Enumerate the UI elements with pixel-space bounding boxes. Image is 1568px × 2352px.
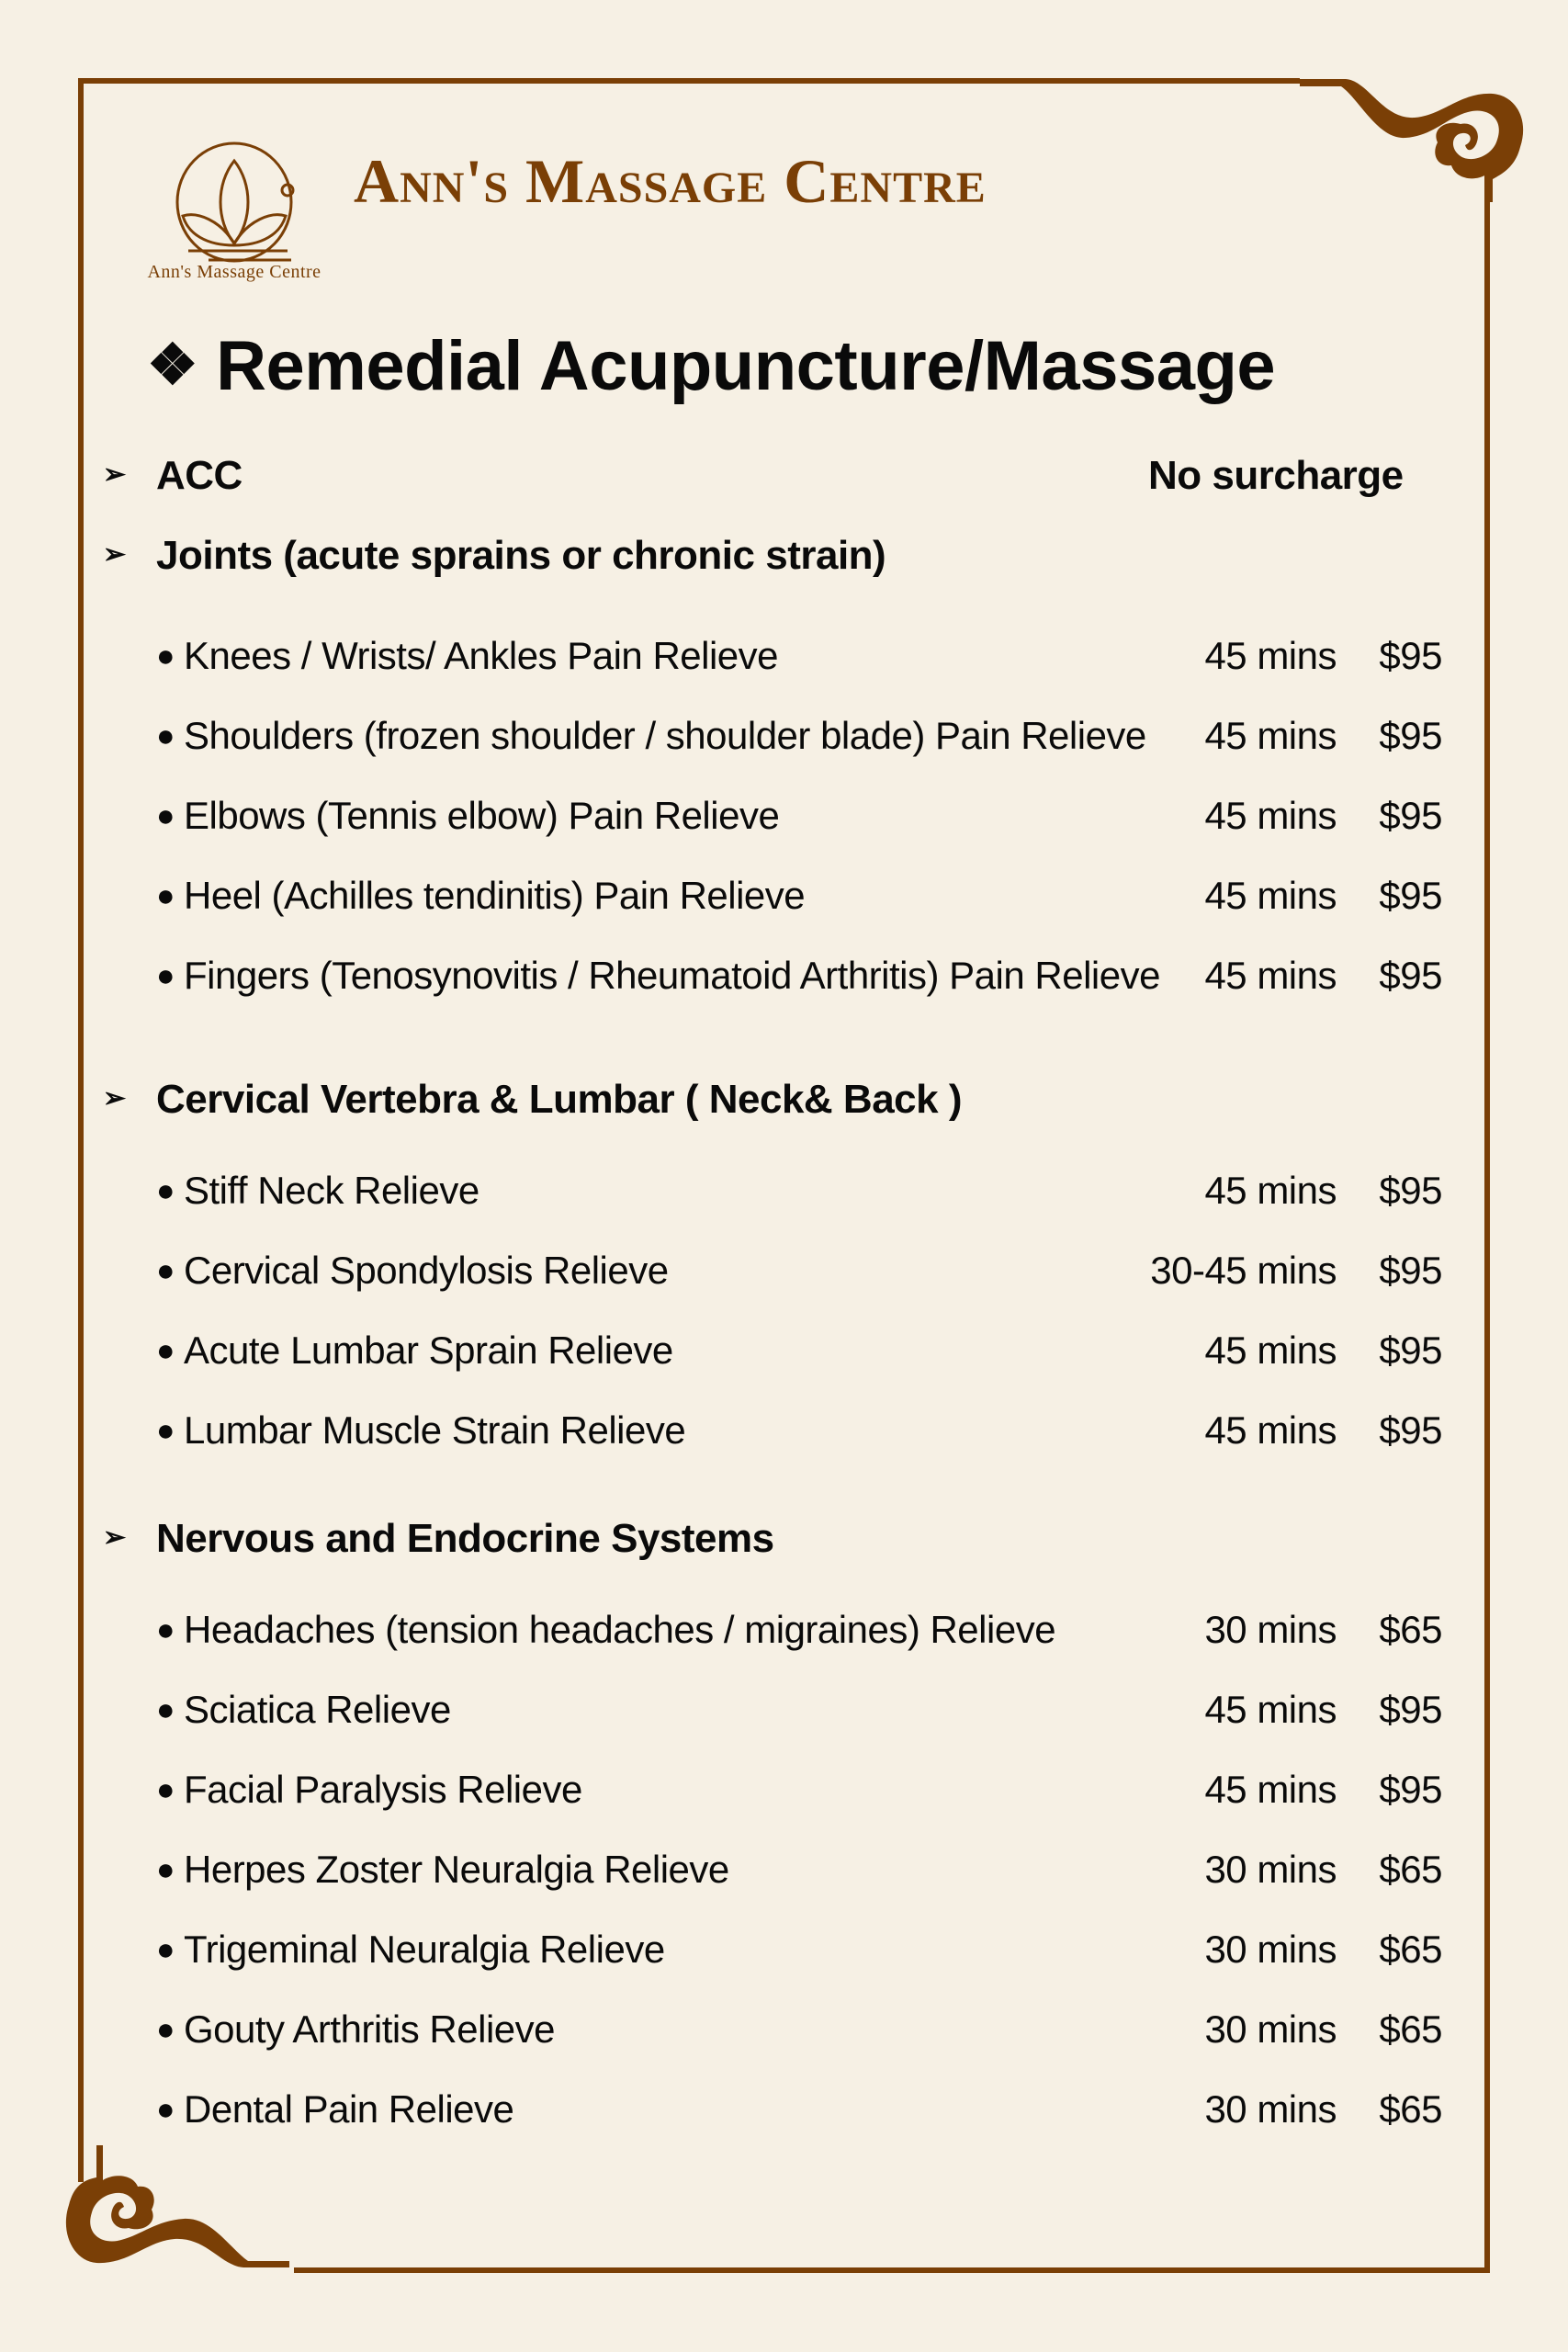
service-price: $65	[1379, 2087, 1442, 2131]
service-duration: 45 mins	[1204, 794, 1337, 837]
frame-top-border	[78, 78, 1300, 84]
arrow-bullet-icon: ➢	[103, 1522, 126, 1553]
acc-surcharge-note: No surcharge	[1148, 453, 1404, 498]
frame-left-border	[78, 78, 84, 2182]
list-item	[156, 1169, 1442, 1218]
service-price: $95	[1379, 1768, 1442, 1811]
list-item	[156, 1928, 1442, 1977]
service-price: $65	[1379, 2007, 1442, 2051]
service-duration: 45 mins	[1204, 1408, 1337, 1452]
bullet-icon: ●	[156, 1173, 175, 1208]
service-name: Dental Pain Relieve	[184, 2087, 514, 2131]
bullet-icon: ●	[156, 639, 175, 673]
service-price: $95	[1379, 874, 1442, 917]
service-name: Shoulders (frozen shoulder / shoulder blade) Pain Relieve	[184, 714, 1146, 757]
service-duration: 45 mins	[1204, 714, 1337, 757]
service-duration: 45 mins	[1204, 954, 1337, 997]
service-name: Heel (Achilles tendinitis) Pain Relieve	[184, 874, 806, 917]
service-duration: 45 mins	[1204, 1169, 1337, 1212]
acc-label: ACC	[156, 453, 243, 498]
list-item	[156, 1608, 1442, 1657]
bullet-icon: ●	[156, 1932, 175, 1967]
bullet-icon: ●	[156, 1413, 175, 1448]
service-duration: 30 mins	[1204, 1848, 1337, 1891]
page-title: Remedial Acupuncture/Massage	[216, 327, 1276, 405]
section-title: Nervous and Endocrine Systems	[156, 1516, 774, 1561]
bullet-icon: ●	[156, 2092, 175, 2127]
list-item	[156, 634, 1442, 684]
list-item	[156, 1768, 1442, 1817]
service-duration: 30-45 mins	[1150, 1249, 1337, 1292]
bullet-icon: ●	[156, 1253, 175, 1288]
bullet-icon: ●	[156, 1333, 175, 1368]
section-title: Joints (acute sprains or chronic strain)	[156, 533, 886, 578]
service-price: $95	[1379, 714, 1442, 757]
list-item	[156, 1688, 1442, 1737]
section-joints-heading	[103, 533, 886, 579]
arrow-bullet-icon: ➢	[103, 1083, 126, 1114]
list-item	[156, 874, 1442, 923]
service-name: Sciatica Relieve	[184, 1688, 451, 1731]
service-name: Facial Paralysis Relieve	[184, 1768, 582, 1811]
service-name: Acute Lumbar Sprain Relieve	[184, 1329, 673, 1372]
corner-swirl-top-right-icon	[1268, 64, 1525, 202]
list-item	[156, 1249, 1442, 1298]
frame-bottom-border	[294, 2267, 1490, 2273]
service-price: $95	[1379, 1169, 1442, 1212]
service-name: Trigeminal Neuralgia Relieve	[184, 1928, 665, 1971]
logo-caption: Ann's Massage Centre	[147, 262, 321, 282]
service-price: $95	[1379, 1408, 1442, 1452]
service-price: $65	[1379, 1848, 1442, 1891]
service-duration: 30 mins	[1204, 1608, 1337, 1651]
service-duration: 45 mins	[1204, 634, 1337, 677]
section-title: Cervical Vertebra & Lumbar ( Neck& Back )	[156, 1077, 962, 1122]
service-name: Headaches (tension headaches / migraines) Relieve	[184, 1608, 1056, 1651]
list-item	[156, 714, 1442, 763]
section-acc	[103, 453, 243, 499]
service-name: Cervical Spondylosis Relieve	[184, 1249, 669, 1292]
service-name: Fingers (Tenosynovitis / Rheumatoid Arthritis) Pain Relieve	[184, 954, 1160, 997]
arrow-bullet-icon: ➢	[103, 459, 126, 490]
bullet-icon: ●	[156, 958, 175, 993]
service-price: $95	[1379, 794, 1442, 837]
service-name: Herpes Zoster Neuralgia Relieve	[184, 1848, 729, 1891]
page-heading	[147, 326, 1275, 406]
bullet-icon: ●	[156, 878, 175, 913]
service-duration: 30 mins	[1204, 2007, 1337, 2051]
service-duration: 45 mins	[1204, 874, 1337, 917]
service-name: Knees / Wrists/ Ankles Pain Relieve	[184, 634, 779, 677]
list-item	[156, 2087, 1442, 2137]
section-nervous-heading	[103, 1516, 774, 1562]
section-cervical-heading	[103, 1077, 962, 1123]
list-item	[156, 1848, 1442, 1897]
bullet-icon: ●	[156, 1692, 175, 1727]
service-name: Elbows (Tennis elbow) Pain Relieve	[184, 794, 780, 837]
service-duration: 30 mins	[1204, 2087, 1337, 2131]
list-item	[156, 954, 1442, 1003]
service-duration: 45 mins	[1204, 1768, 1337, 1811]
service-price: $95	[1379, 1688, 1442, 1731]
brand-title: Ann's Massage Centre	[354, 146, 987, 216]
service-name: Stiff Neck Relieve	[184, 1169, 479, 1212]
service-name: Lumbar Muscle Strain Relieve	[184, 1408, 686, 1452]
arrow-bullet-icon: ➢	[103, 539, 126, 570]
service-duration: 30 mins	[1204, 1928, 1337, 1971]
service-price: $95	[1379, 954, 1442, 997]
service-price: $65	[1379, 1928, 1442, 1971]
list-item	[156, 1329, 1442, 1378]
service-name: Gouty Arthritis Relieve	[184, 2007, 555, 2051]
bullet-icon: ●	[156, 798, 175, 833]
diamond-ornament-icon: ❖	[147, 334, 198, 397]
list-item	[156, 1408, 1442, 1458]
bullet-icon: ●	[156, 1612, 175, 1647]
corner-swirl-bottom-left-icon	[64, 2145, 321, 2283]
frame-right-border	[1484, 175, 1490, 2273]
bullet-icon: ●	[156, 1852, 175, 1887]
service-price: $95	[1379, 1329, 1442, 1372]
list-item	[156, 2007, 1442, 2057]
service-price: $95	[1379, 634, 1442, 677]
list-item	[156, 794, 1442, 843]
bullet-icon: ●	[156, 2012, 175, 2047]
service-price: $95	[1379, 1249, 1442, 1292]
service-duration: 45 mins	[1204, 1688, 1337, 1731]
bullet-icon: ●	[156, 1772, 175, 1807]
bullet-icon: ●	[156, 718, 175, 753]
service-price: $65	[1379, 1608, 1442, 1651]
service-duration: 45 mins	[1204, 1329, 1337, 1372]
